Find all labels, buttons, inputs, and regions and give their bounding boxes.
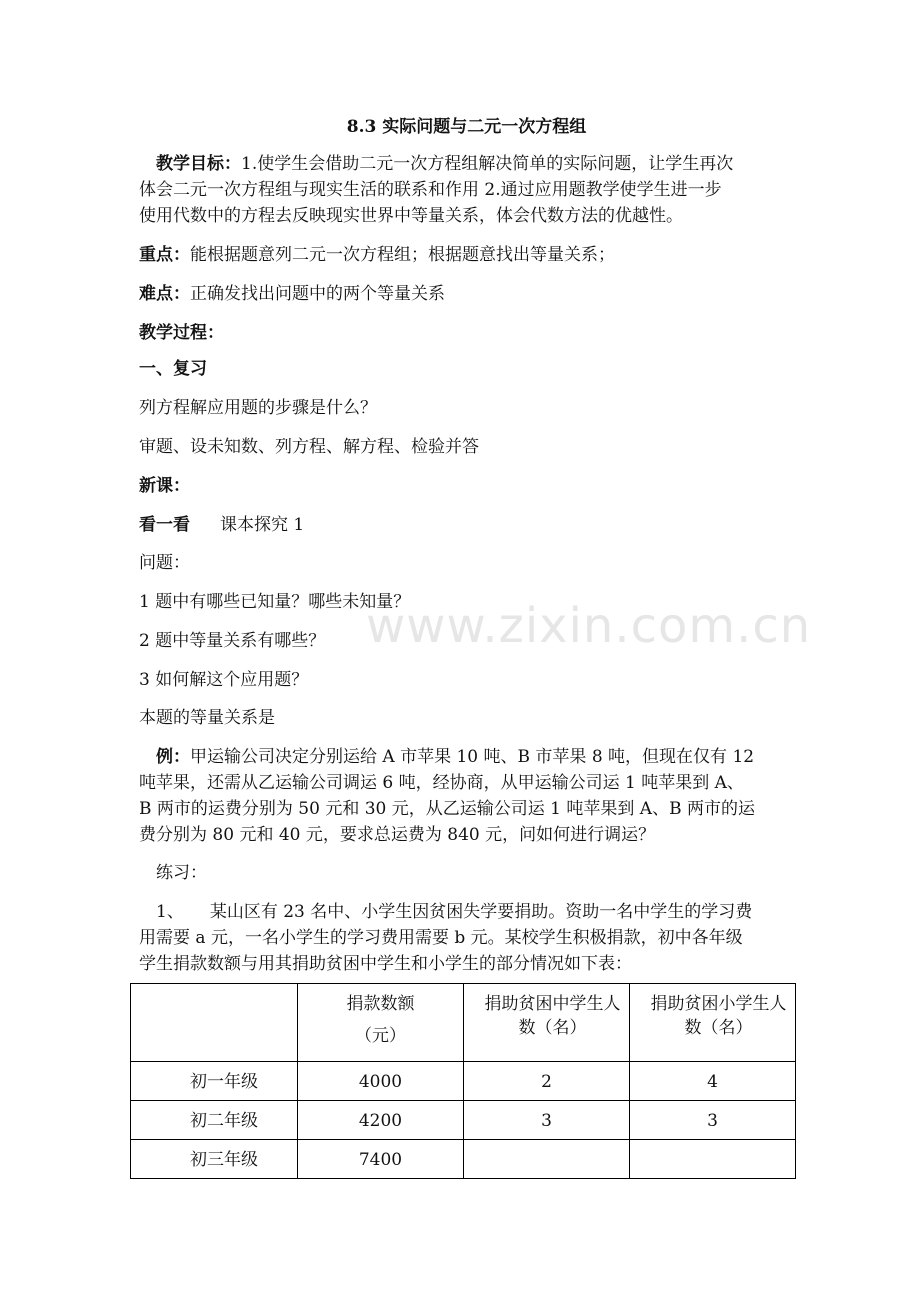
practice-label bbox=[139, 860, 794, 886]
review-heading: 一、复习 bbox=[139, 359, 207, 379]
practice-1-text-1: 某山区有 23 名中、小学生因贫困失学要捐助。资助一名中学生的学习费 bbox=[209, 902, 753, 922]
question-item-1: 1 题中有哪些已知量？哪些未知量？ bbox=[139, 592, 411, 612]
practice-label-text: 练习： bbox=[156, 863, 207, 883]
table-cell: 初二年级 bbox=[131, 1101, 298, 1140]
table-cell bbox=[630, 1140, 796, 1179]
key-point-label: 重点： bbox=[139, 245, 190, 265]
key-point-text: 能根据题意列二元一次方程组；根据题意找出等量关系； bbox=[190, 245, 615, 265]
table-cell bbox=[464, 1140, 630, 1179]
look-text: 课本探究 1 bbox=[220, 515, 305, 535]
table-cell: 4000 bbox=[298, 1062, 464, 1101]
objectives-line-1 bbox=[139, 151, 794, 177]
header-amount: 捐款数额 bbox=[346, 994, 415, 1014]
difficulty-text: 正确发找出问题中的两个等量关系 bbox=[190, 284, 445, 304]
watermark: www.zixin.com.cn bbox=[366, 598, 812, 654]
table-cell: 4200 bbox=[298, 1101, 464, 1140]
table-row bbox=[131, 1140, 796, 1179]
table-cell: 3 bbox=[630, 1101, 796, 1140]
table-row bbox=[131, 1101, 796, 1140]
objectives-text-1: 1.使学生会借助二元一次方程组解决简单的实际问题，让学生再次 bbox=[241, 154, 734, 174]
header-primary-students: 捐助贫困小学生人数（名） bbox=[650, 994, 787, 1038]
objectives-line-3: 使用代数中的方程去反映现实世界中等量关系，体会代数方法的优越性。 bbox=[139, 206, 683, 226]
table-header-cell bbox=[131, 984, 298, 1062]
table-cell: 2 bbox=[464, 1062, 630, 1101]
process-heading: 教学过程： bbox=[139, 323, 224, 343]
question-item-3: 3 如何解这个应用题？ bbox=[139, 670, 309, 690]
example-line-3: B 两市的运费分别为 50 元和 30 元，从乙运输公司运 1 吨苹果到 A、B 两市的运 bbox=[139, 799, 755, 819]
difficulty bbox=[139, 281, 794, 307]
header-amount-unit: （元） bbox=[355, 1026, 406, 1046]
questions-label: 问题： bbox=[139, 553, 190, 573]
practice-1-line-1 bbox=[139, 899, 794, 925]
difficulty-label: 难点： bbox=[139, 284, 190, 304]
example-line-2: 吨苹果，还需从乙运输公司调运 6 吨，经协商，从甲运输公司运 1 吨苹果到 A、 bbox=[139, 773, 744, 793]
key-point bbox=[139, 242, 794, 268]
table-row bbox=[131, 1062, 796, 1101]
question-item-2: 2 题中等量关系有哪些？ bbox=[139, 631, 326, 651]
table-cell: 初三年级 bbox=[131, 1140, 298, 1179]
new-lesson-heading: 新课： bbox=[139, 476, 190, 496]
table-header-row bbox=[131, 984, 796, 1062]
donation-table bbox=[130, 983, 796, 1179]
look-label: 看一看 bbox=[139, 515, 190, 535]
equal-relation-line: 本题的等量关系是 bbox=[139, 708, 275, 728]
example-line-4: 费分别为 80 元和 40 元，要求总运费为 840 元，问如何进行调运？ bbox=[139, 825, 656, 845]
table-cell: 7400 bbox=[298, 1140, 464, 1179]
table-header-cell bbox=[630, 984, 796, 1062]
look-line bbox=[139, 512, 794, 538]
example-line-1 bbox=[139, 744, 794, 770]
review-question: 列方程解应用题的步骤是什么？ bbox=[139, 398, 377, 418]
objectives-line-2: 体会二元一次方程组与现实生活的联系和作用 2.通过应用题教学使学生进一步 bbox=[139, 180, 722, 200]
header-middle-students: 捐助贫困中学生人数（名） bbox=[484, 994, 621, 1038]
objectives-label: 教学目标： bbox=[156, 154, 241, 174]
page-title: 8.3 实际问题与二元一次方程组 bbox=[346, 117, 587, 137]
example-text-1: 甲运输公司决定分别运给 A 市苹果 10 吨、B 市苹果 8 吨，但现在仅有 12 bbox=[190, 747, 755, 767]
practice-1-line-2: 用需要 a 元，一名小学生的学习费用需要 b 元。某校学生积极捐款，初中各年级 bbox=[139, 928, 743, 948]
practice-1-number: 1、 bbox=[156, 902, 184, 922]
table-header-cell bbox=[298, 984, 464, 1062]
practice-1-line-3: 学生捐款数额与用其捐助贫困中学生和小学生的部分情况如下表： bbox=[139, 954, 632, 974]
table-header-cell bbox=[464, 984, 630, 1062]
table-cell: 初一年级 bbox=[131, 1062, 298, 1101]
table-cell: 4 bbox=[630, 1062, 796, 1101]
table-cell: 3 bbox=[464, 1101, 630, 1140]
example-label: 例： bbox=[156, 747, 190, 767]
review-answer: 审题、设未知数、列方程、解方程、检验并答 bbox=[139, 437, 479, 457]
